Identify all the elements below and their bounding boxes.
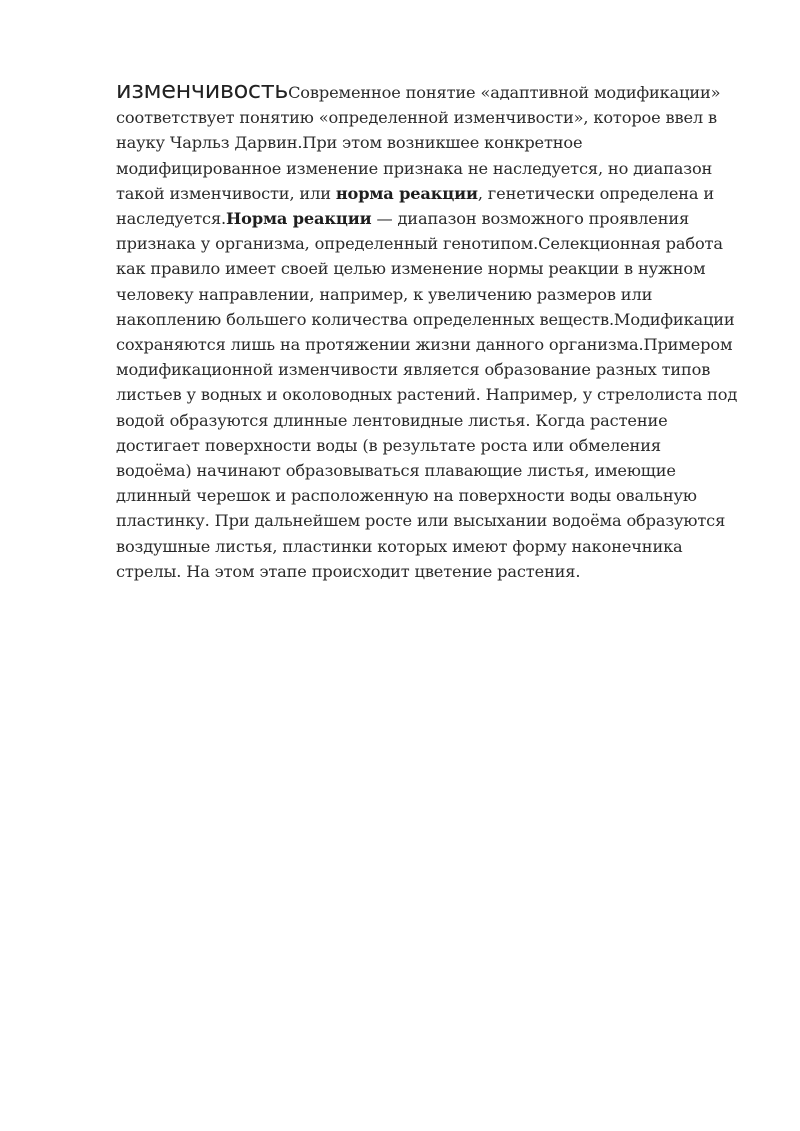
document-page (116, 78, 740, 584)
body-paragraph (116, 78, 740, 584)
text-segment: Современное понятие «адаптивной модификации» соответствует понятию «определенной изменчивости», которое ввел в науку Чарльз Дарвин.При этом возникшее конкретное модифицированное изменение признака не наследуется, но диапазон такой изменчивости, или (116, 83, 721, 203)
heading-word: изменчивость (116, 76, 289, 104)
bold-term: Норма реакции (226, 209, 372, 229)
text-segment: — диапазон возможного проявления признака у организма, определенный генотипом.Селекционная работа как правило имеет своей целью изменение нормы реакции в нужном человеку направлении, например, к увеличению размеров или накоплению большего количества определенных веществ.Модификации сохраняются лишь на протяжении жизни данного организма.Примером модификационной изменчивости является образование разных типов листьев у водных и околоводных растений. Например, у стрелолиста под водой образуются длинные лентовидные листья. Когда растение достигает поверхности воды (в результате роста или обмеления водоёма) начинают образовываться плавающие листья, имеющие длинный черешок и расположенную на поверхности воды овальную пластинку. При дальнейшем росте или высыхании водоёма образуются воздушные листья, пластинки которых имеют форму наконечника стрелы. На этом этапе происходит цветение растения. (116, 209, 738, 581)
bold-term: норма реакции (335, 183, 478, 203)
text-segment: , генетически определена и наследуется. (116, 183, 715, 229)
